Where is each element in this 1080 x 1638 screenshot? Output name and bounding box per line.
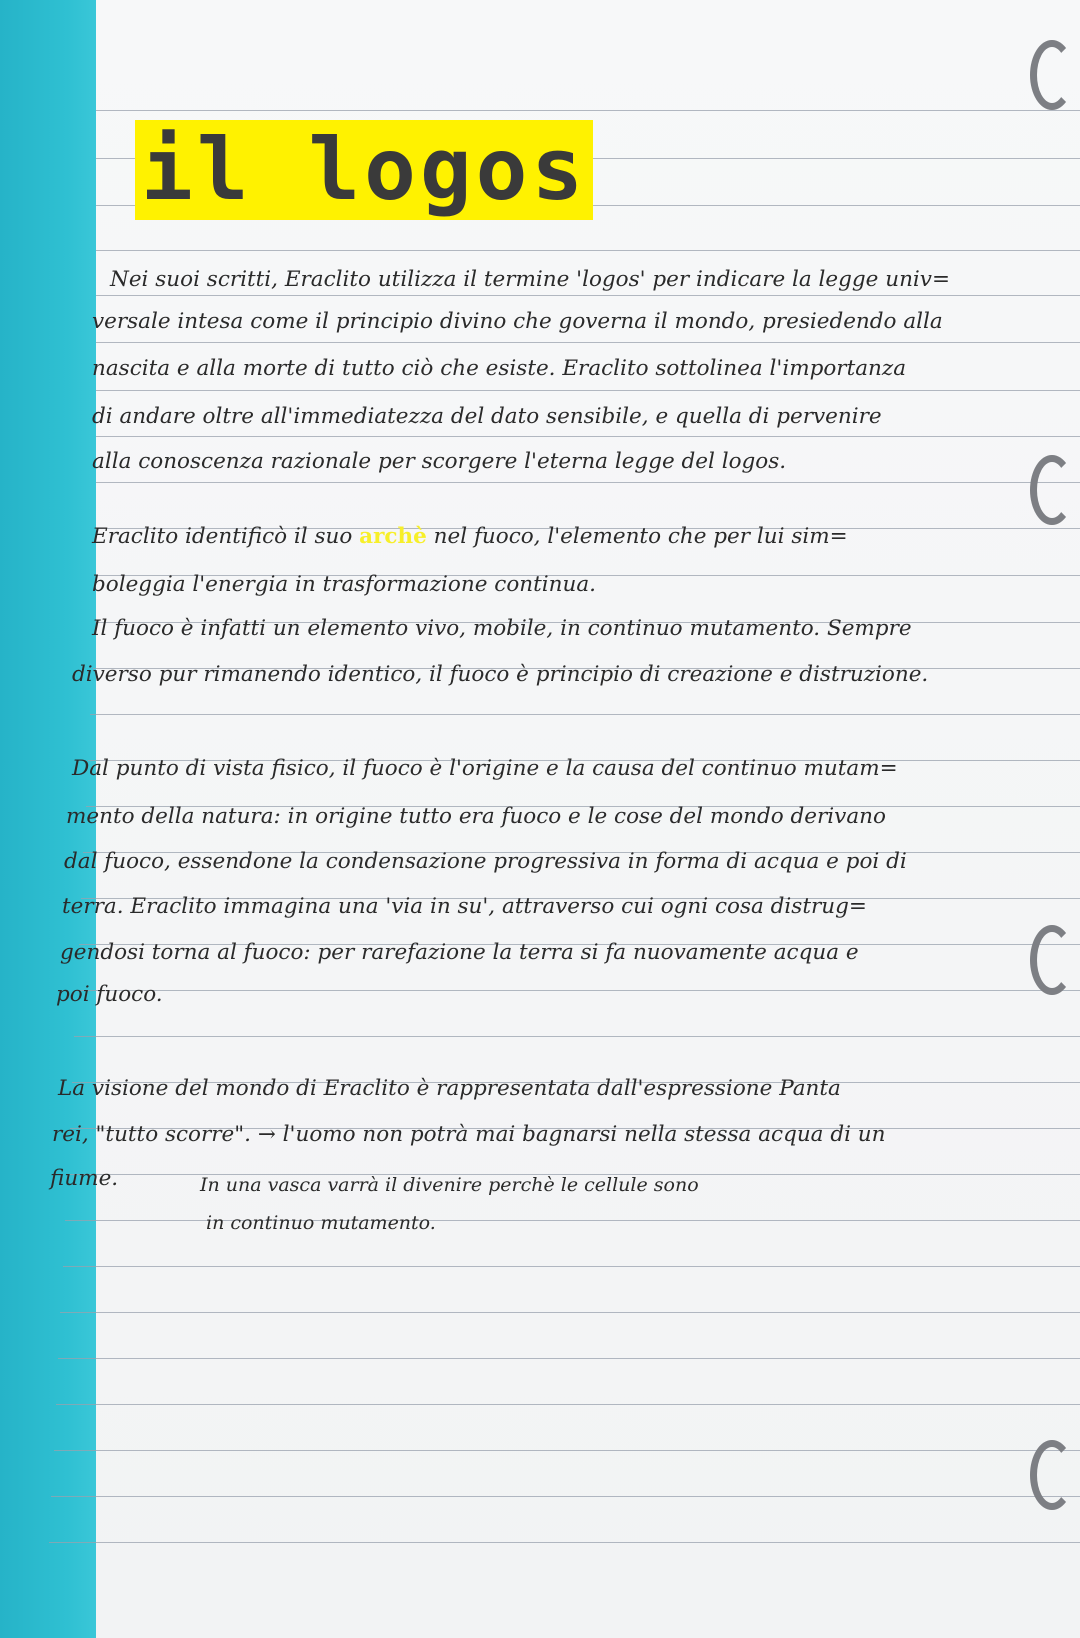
ruled-line [74, 1036, 1080, 1037]
ruled-line [90, 714, 1080, 715]
paragraph-2-line: boleggia l'energia in trasformazione continua. [92, 572, 596, 597]
ruled-line [96, 250, 1080, 251]
ruled-line [96, 390, 1080, 391]
page-title: il logos [135, 120, 593, 220]
ruled-line [63, 1266, 1080, 1267]
paragraph-1-line: Nei suoi scritti, Eraclito utilizza il termine 'logos' per indicare la legge univ= [110, 267, 950, 292]
ruled-line [96, 342, 1080, 343]
paragraph-3-line: dal fuoco, essendone la condensazione progressiva in forma di acqua e poi di [64, 849, 907, 874]
paragraph-3-line: mento della natura: in origine tutto era fuoco e le cose del mondo derivano [66, 804, 886, 829]
paragraph-3-line: gendosi torna al fuoco: per rarefazione la terra si fa nuovamente acqua e [60, 940, 859, 965]
ruled-line [49, 1542, 1080, 1543]
ruled-line [96, 482, 1080, 483]
ruled-line [77, 990, 1080, 991]
paragraph-1-line: alla conoscenza razionale per scorgere l'eterna legge del logos. [92, 449, 787, 474]
binder-ring-icon [1030, 1440, 1074, 1510]
ruled-line [54, 1450, 1080, 1451]
paragraph-3-line: terra. Eraclito immagina una 'via in su', attraverso cui ogni cosa distrug= [62, 894, 867, 919]
paragraph-2-line: Il fuoco è infatti un elemento vivo, mobile, in continuo mutamento. Sempre [92, 616, 912, 641]
paragraph-4-line: fiume. [50, 1166, 119, 1191]
ruled-line [96, 110, 1080, 111]
paragraph-2-line: diverso pur rimanendo identico, il fuoco è principio di creazione e distruzione. [72, 662, 929, 687]
ruled-line [56, 1404, 1080, 1405]
margin-note-line: In una vasca varrà il divenire perchè le cellule sono [200, 1174, 699, 1196]
binder-ring-icon [1030, 925, 1074, 995]
paragraph-4-line: La visione del mondo di Eraclito è rappresentata dall'espressione Panta [58, 1076, 841, 1101]
paragraph-1-line: di andare oltre all'immediatezza del dato sensibile, e quella di pervenire [92, 404, 882, 429]
paragraph-2-line [92, 520, 848, 554]
binder-ring-icon [1030, 455, 1074, 525]
ruled-line [96, 436, 1080, 437]
paragraph-1-line: versale intesa come il principio divino che governa il mondo, presiedendo alla [92, 309, 943, 334]
paragraph-1-line: nascita e alla morte di tutto ciò che esiste. Eraclito sottolinea l'importanza [92, 356, 907, 381]
paragraph-3-line: Dal punto di vista fisico, il fuoco è l'origine e la causa del continuo mutam= [72, 756, 898, 781]
paragraph-2-line-end: nel fuoco, l'elemento che per lui sim= [433, 524, 848, 549]
paragraph-4-line: rei, "tutto scorre". → l'uomo non potrà mai bagnarsi nella stessa acqua di un [52, 1122, 886, 1147]
margin-note-line: in continuo mutamento. [206, 1212, 436, 1234]
binder-ring-icon [1030, 40, 1074, 110]
ruled-line [60, 1312, 1080, 1313]
paragraph-3-line: poi fuoco. [56, 982, 163, 1007]
ruled-line [58, 1358, 1080, 1359]
paragraph-2-line-start: Eraclito identificò il suo [92, 524, 353, 549]
ruled-line [51, 1496, 1080, 1497]
highlighted-word: archè [359, 524, 427, 549]
